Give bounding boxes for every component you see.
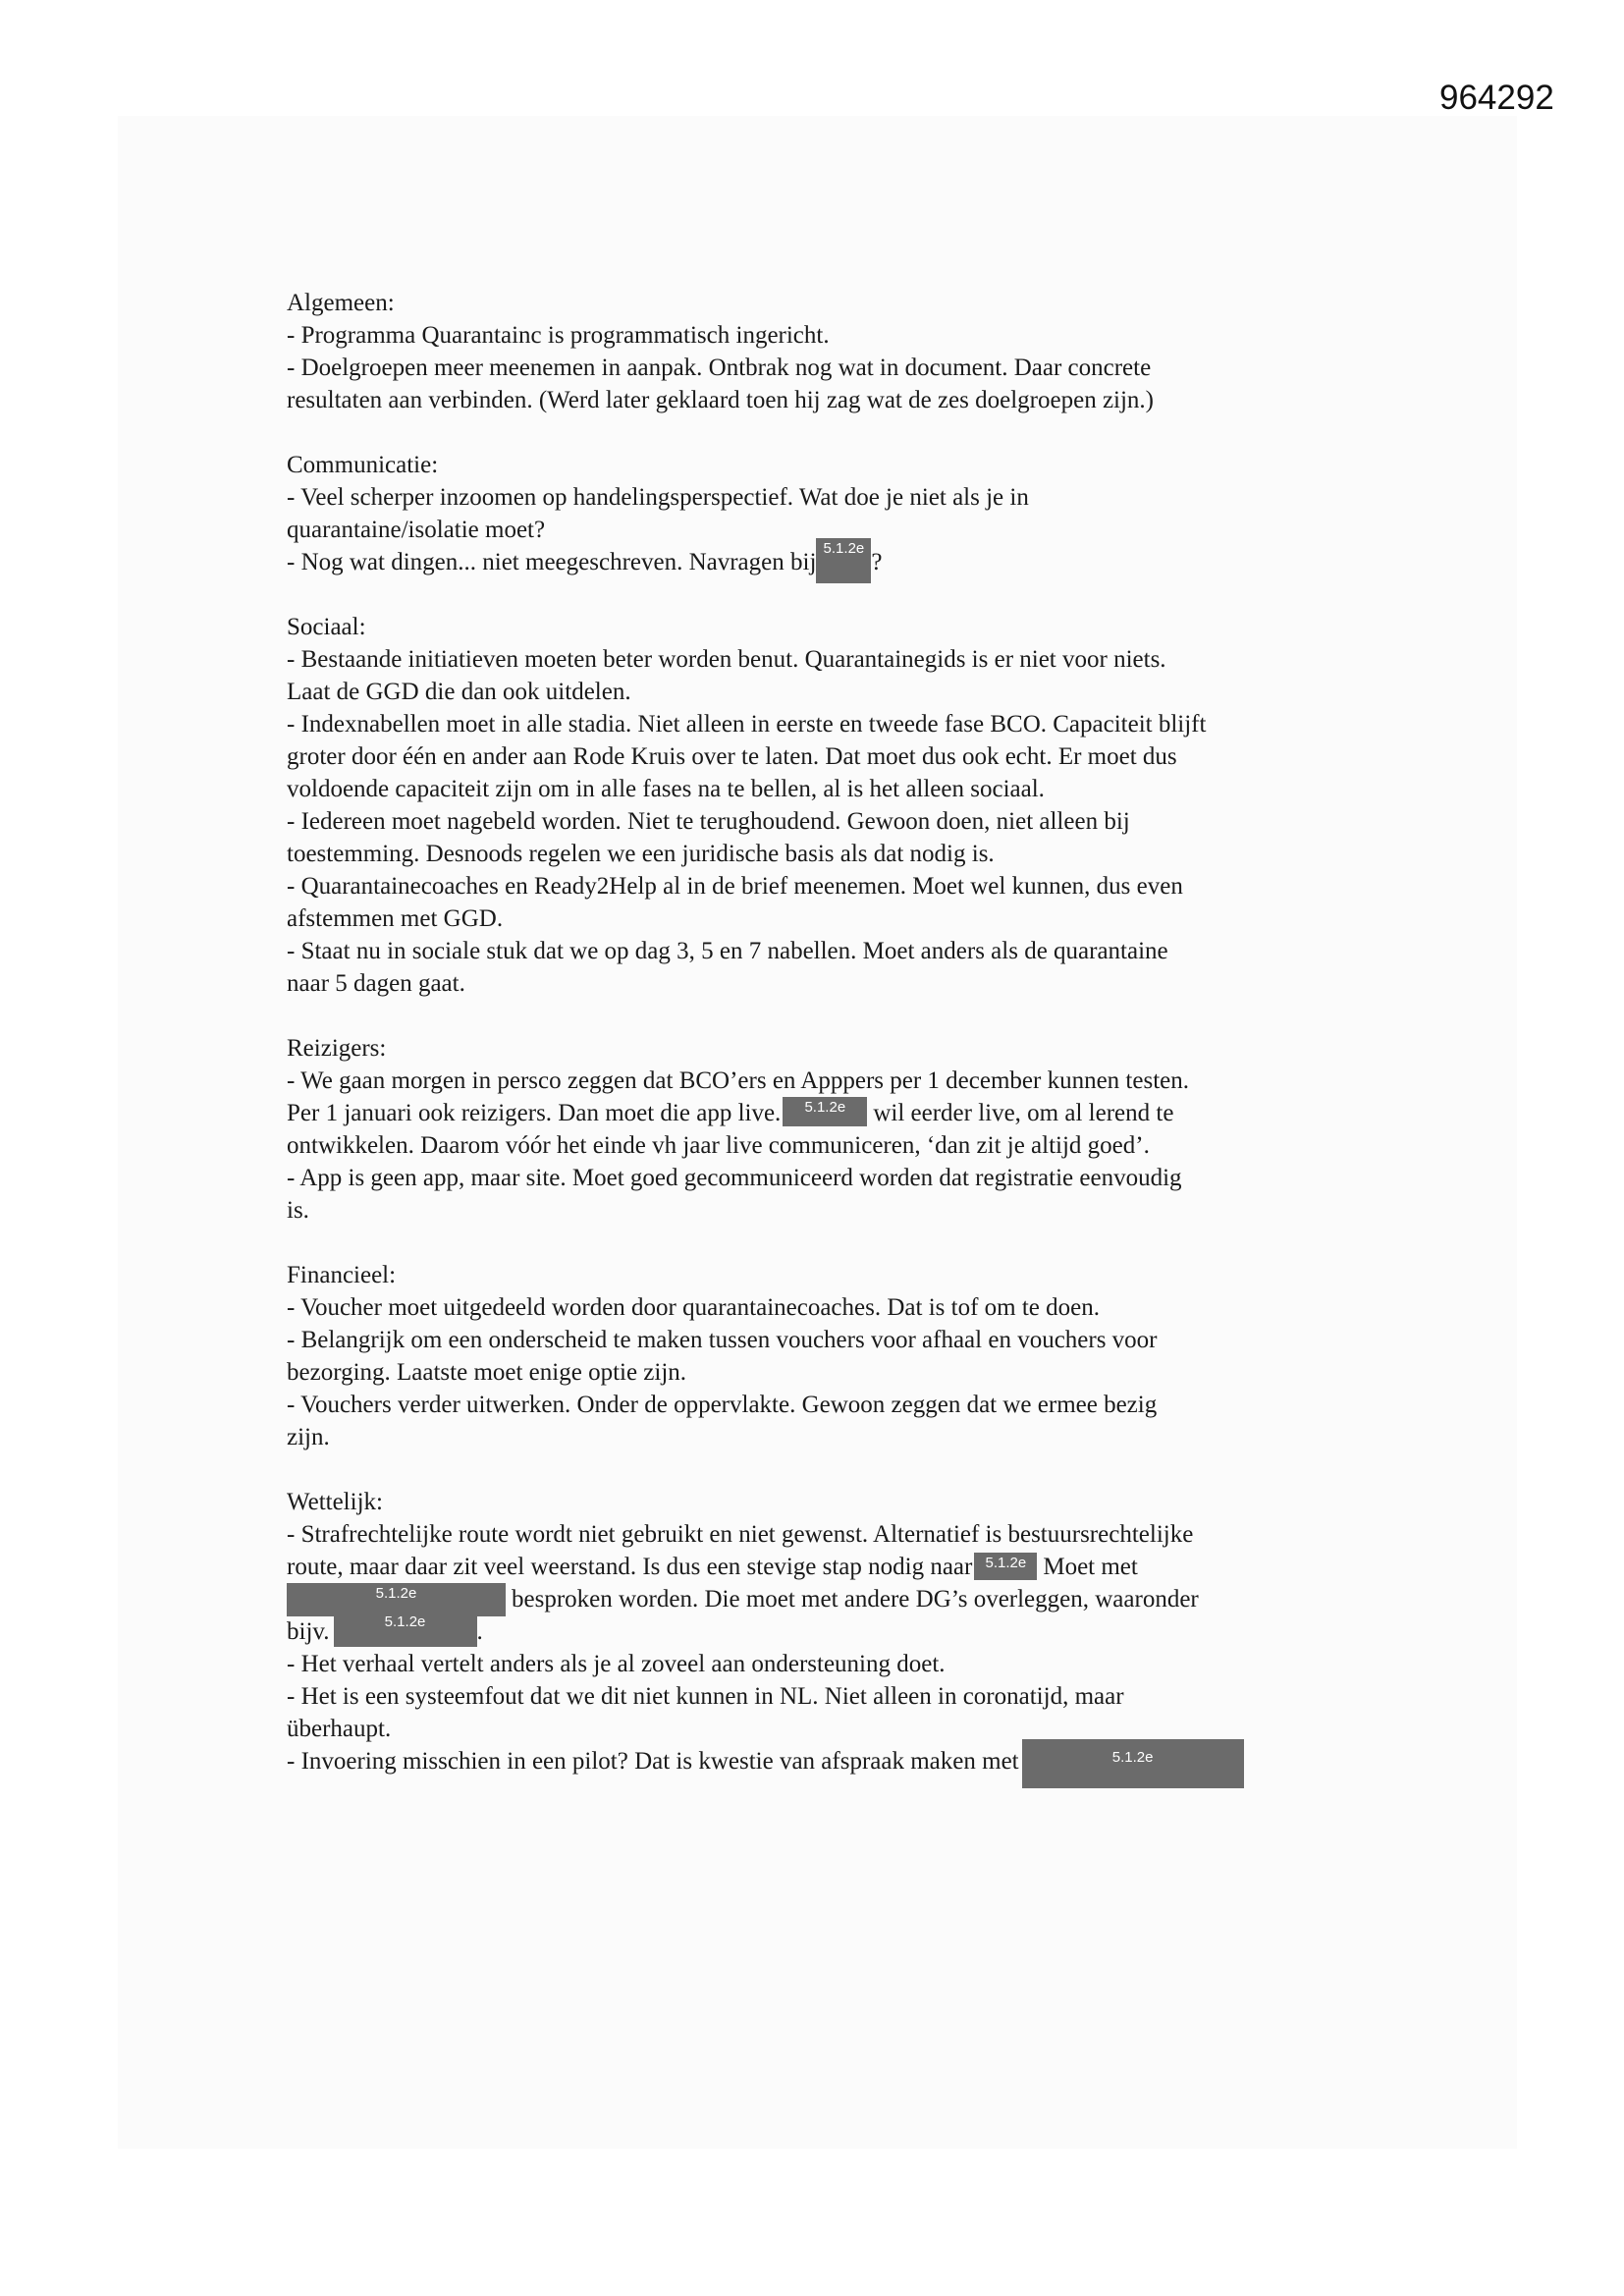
text-fragment: Per 1 januari ook reizigers. Dan moet die app live.	[287, 1100, 782, 1126]
text-line: naar 5 dagen gaat.	[287, 970, 465, 997]
document-number: 964292	[1439, 79, 1554, 117]
text-line: - Veel scherper inzoomen op handelingsperspectief. Wat doe je niet als je in	[287, 484, 1029, 511]
text-line: - Strafrechtelijke route wordt niet gebruikt en niet gewenst. Alternatief is bestuursrechtelijke	[287, 1521, 1194, 1548]
redaction-box: 5.1.2e	[1022, 1739, 1244, 1788]
text-line: quarantaine/isolatie moet?	[287, 517, 546, 543]
section-communicatie	[287, 449, 1367, 578]
section-financieel	[287, 1259, 1367, 1453]
section-wettelijk	[287, 1486, 1367, 1777]
text-line: afstemmen met GGD.	[287, 905, 504, 932]
text-line: bezorging. Laatste moet enige optie zijn.	[287, 1359, 687, 1386]
text-line	[287, 1551, 1367, 1583]
text-line: - We gaan morgen in persco zeggen dat BCO’ers en Apppers per 1 december kunnen testen.	[287, 1067, 1189, 1094]
text-line: - Programma Quarantainc is programmatisch ingericht.	[287, 322, 830, 349]
section-heading: Communicatie:	[287, 452, 439, 478]
redaction-box: 5.1.2e	[334, 1612, 477, 1647]
section-heading: Reizigers:	[287, 1035, 387, 1062]
text-fragment: besproken worden. Die moet met andere DG’s overleggen, waaronder	[512, 1586, 1199, 1613]
section-reizigers	[287, 1032, 1367, 1227]
text-line: toestemming. Desnoods regelen we een juridische basis als dat nodig is.	[287, 841, 995, 867]
section-algemeen	[287, 287, 1367, 416]
text-line: voldoende capaciteit zijn om in alle fases na te bellen, al is het alleen sociaal.	[287, 776, 1045, 802]
text-fragment: bijv.	[287, 1618, 330, 1645]
section-heading: Financieel:	[287, 1262, 397, 1288]
text-line	[287, 1615, 1367, 1648]
text-line: - Voucher moet uitgedeeld worden door quarantainecoaches. Dat is tof om te doen.	[287, 1294, 1100, 1321]
text-line	[287, 1097, 1367, 1129]
text-line	[287, 1745, 1367, 1777]
text-line: - App is geen app, maar site. Moet goed gecommuniceerd worden dat registratie eenvoudig	[287, 1165, 1182, 1191]
text-line: - Vouchers verder uitwerken. Onder de oppervlakte. Gewoon zeggen dat we ermee bezig	[287, 1392, 1158, 1418]
text-line: resultaten aan verbinden. (Werd later geklaard toen hij zag wat de zes doelgroepen zijn.)	[287, 387, 1155, 413]
text-fragment: Moet met	[1043, 1554, 1138, 1580]
text-line: - Iedereen moet nagebeld worden. Niet te terughoudend. Gewoon doen, niet alleen bij	[287, 808, 1130, 835]
section-heading: Wettelijk:	[287, 1489, 383, 1515]
text-line: überhaupt.	[287, 1716, 392, 1742]
document-body	[287, 287, 1367, 1810]
text-line: - Belangrijk om een onderscheid te maken tussen vouchers voor afhaal en vouchers voor	[287, 1327, 1158, 1353]
redaction-box: 5.1.2e	[974, 1553, 1037, 1580]
text-line	[287, 540, 1367, 578]
text-line: is.	[287, 1197, 309, 1224]
section-sociaal	[287, 611, 1367, 1000]
text-line: - Quarantainecoaches en Ready2Help al in de brief meenemen. Moet wel kunnen, dus even	[287, 873, 1183, 900]
text-line: groter door één en ander aan Rode Kruis over te laten. Dat moet dus ook echt. Er moet dus	[287, 743, 1177, 770]
text-fragment: - Invoering misschien in een pilot? Dat is kwestie van afspraak maken met	[287, 1748, 1019, 1775]
text-line: - Doelgroepen meer meenemen in aanpak. Ontbrak nog wat in document. Daar concrete	[287, 355, 1152, 381]
text-line: - Het is een systeemfout dat we dit niet kunnen in NL. Niet alleen in coronatijd, maar	[287, 1683, 1124, 1710]
redaction-box: 5.1.2e	[287, 1583, 506, 1616]
text-fragment: .	[476, 1618, 483, 1645]
text-line: - Staat nu in sociale stuk dat we op dag 3, 5 en 7 nabellen. Moet anders als de quarantaine	[287, 938, 1168, 964]
text-line: - Bestaande initiatieven moeten beter worden benut. Quarantainegids is er niet voor niets.	[287, 646, 1166, 673]
text-fragment: ?	[871, 549, 883, 575]
text-line: - Indexnabellen moet in alle stadia. Niet alleen in eerste en tweede fase BCO. Capaciteit blijft	[287, 711, 1207, 738]
text-fragment: wil eerder live, om al lerend te	[873, 1100, 1174, 1126]
redaction-box: 5.1.2e	[816, 538, 871, 583]
text-fragment: route, maar daar zit veel weerstand. Is dus een stevige stap nodig naar	[287, 1554, 973, 1580]
text-line: ontwikkelen. Daarom vóór het einde vh jaar live communiceren, ‘dan zit je altijd goed’.	[287, 1132, 1150, 1159]
text-line: zijn.	[287, 1424, 330, 1450]
redaction-box: 5.1.2e	[783, 1097, 867, 1126]
section-heading: Sociaal:	[287, 614, 366, 640]
text-line: Laat de GGD die dan ook uitdelen.	[287, 679, 631, 705]
text-fragment: - Nog wat dingen... niet meegeschreven. Navragen bij	[287, 549, 817, 575]
text-line: - Het verhaal vertelt anders als je al zoveel aan ondersteuning doet.	[287, 1651, 946, 1677]
section-heading: Algemeen:	[287, 290, 395, 316]
